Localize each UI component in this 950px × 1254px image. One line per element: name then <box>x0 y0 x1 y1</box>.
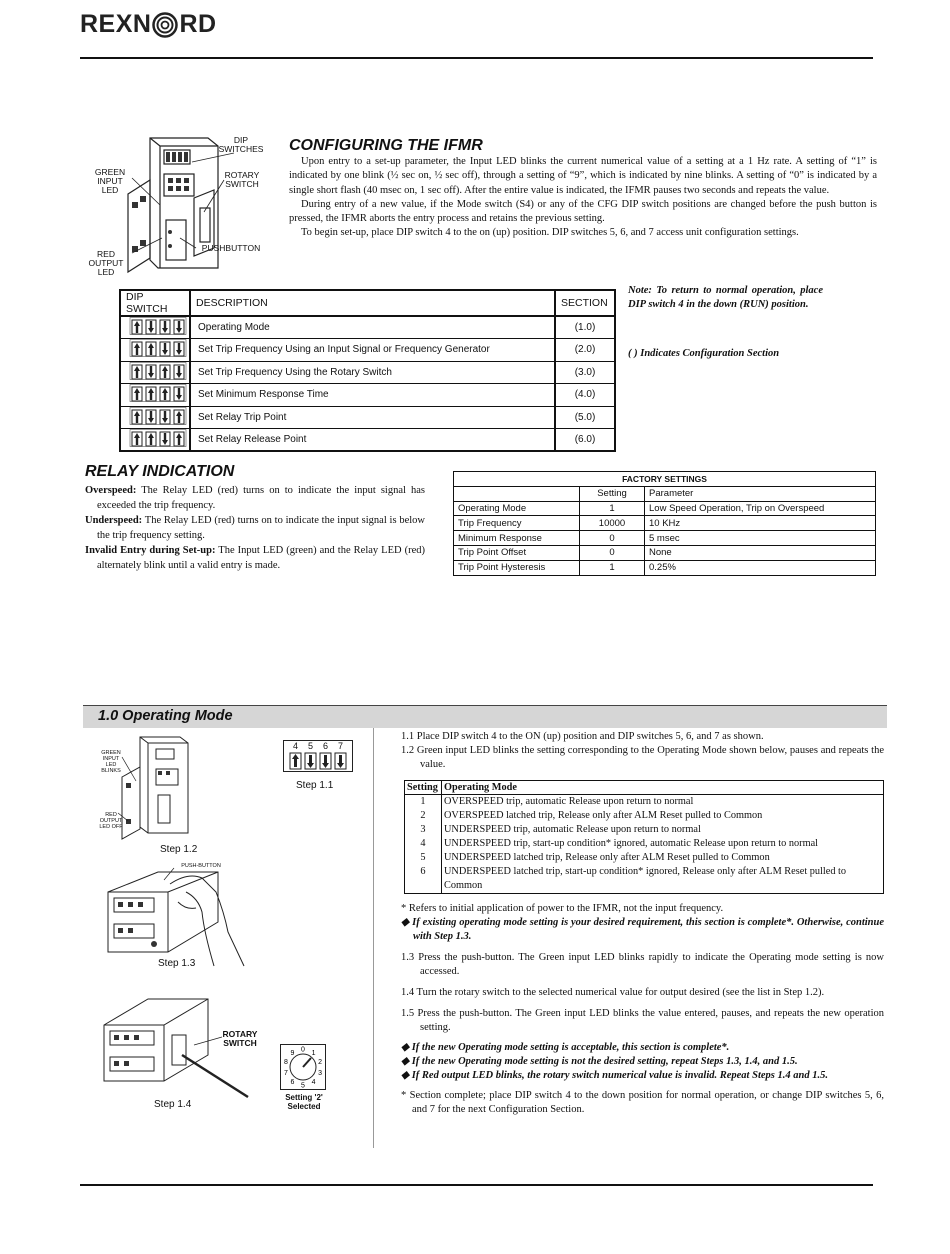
dip-number: 4 <box>292 741 298 751</box>
dip-pattern-cell <box>120 316 190 339</box>
relay-item: Invalid Entry during Set-up: The Input LED (green) and the Relay LED (red) alternately blink until a valid entry is made. <box>85 545 426 571</box>
dip-section: (2.0) <box>555 339 615 362</box>
factory-setting: 0 <box>580 545 645 560</box>
logo-text-right: RD <box>179 10 217 38</box>
relay-title: RELAY INDICATION <box>85 463 235 480</box>
bullet-2: ◆ If the new Operating mode setting is not the desired setting, repeat Steps 1.3, 1.4, and 1.5. <box>401 1056 798 1067</box>
dip-pattern-cell <box>120 429 190 452</box>
dip-row <box>120 361 615 384</box>
dip-description: Set Trip Frequency Using the Rotary Switch <box>190 361 555 384</box>
logo-rings-icon <box>152 12 178 38</box>
dip-section: (4.0) <box>555 384 615 407</box>
bottom-rule <box>80 1184 873 1186</box>
label-pushbutton: PUSHBUTTON <box>201 243 261 253</box>
column-divider <box>373 728 374 1148</box>
configuring-p1: Upon entry to a set-up parameter, the Input LED blinks the current numerical value of a setting at a 1 Hz rate. A setting of “1” is indicated by one blink (½ sec on, ½ sec off), through a setting of “9”, which is indicated by nine blinks. A setting of “0” is indicated by a single short flash (40 msec on, 1 sec off). After the entire value is indicated, the IFMR pauses two seconds and repeats the value. <box>289 156 877 196</box>
section1-right-column <box>401 730 884 772</box>
factory-row <box>454 545 876 560</box>
label-rotary-switch-small: ROTARY SWITCH <box>222 1029 258 1048</box>
dip-row <box>120 316 615 339</box>
factory-row <box>454 531 876 546</box>
operating-mode-table <box>404 780 884 894</box>
rotary-digit: 5 <box>301 1082 305 1089</box>
factory-name: Trip Point Offset <box>454 545 580 560</box>
bullet-3: ◆ If Red output LED blinks, the rotary switch numerical value is invalid. Repeat Steps 1.4 and 1.5. <box>401 1070 828 1081</box>
dip-description: Set Trip Frequency Using an Input Signal or Frequency Generator <box>190 339 555 362</box>
factory-parameter: None <box>645 545 876 560</box>
dip-pattern-icon <box>129 407 187 425</box>
step-1-3-text: 1.3 Press the push-button. The Green input LED blinks rapidly to indicate the Operating mode setting is now accessed. <box>401 952 884 977</box>
label-green-input-led: GREEN INPUT LED <box>94 167 126 195</box>
dip-section: (6.0) <box>574 434 596 445</box>
op-description: OVERSPEED trip, automatic Release upon return to normal <box>444 796 694 807</box>
relay-item: Underspeed: The Relay LED (red) turns on to indicate the input signal is below the trip frequency setting. <box>85 515 425 541</box>
rotary-digit: 0 <box>301 1046 305 1054</box>
dip-description: Set Relay Trip Point <box>190 406 555 429</box>
factory-name: Trip Frequency <box>454 516 580 531</box>
label-red-output-led: RED OUTPUT LED <box>88 249 124 277</box>
dip-number: 7 <box>337 741 343 751</box>
relay-item: Overspeed: The Relay LED (red) turns on to indicate the input signal has exceeded the trip frequency. <box>85 485 425 511</box>
op-setting: 4 <box>405 837 442 851</box>
op-setting: 3 <box>405 823 442 837</box>
dip-pattern-cell <box>120 384 190 407</box>
device-step-1-3-illustration <box>98 862 248 967</box>
op-mode-header: Operating Mode <box>442 781 884 795</box>
rotary-dial-box <box>280 1044 326 1090</box>
factory-parameter: 5 msec <box>645 531 876 546</box>
factory-title: FACTORY SETTINGS <box>454 472 876 487</box>
op-row <box>405 795 884 810</box>
dip-switch-step-1-1 <box>283 740 353 772</box>
label-green-led-blinks: GREEN INPUT LED BLINKS <box>101 750 121 774</box>
op-row <box>405 823 884 837</box>
footnote: * Refers to initial application of power to the IFMR, not the input frequency. <box>401 903 724 914</box>
dip-number: 5 <box>307 741 313 751</box>
dip-pattern-icon <box>129 317 187 335</box>
factory-row <box>454 501 876 516</box>
factory-setting: 1 <box>580 501 645 516</box>
dip-pattern-icon <box>129 429 187 447</box>
dip-pattern-icon <box>129 384 187 402</box>
dip-numbers <box>284 741 352 751</box>
op-row <box>405 809 884 823</box>
rotary-digit: 9 <box>290 1049 295 1057</box>
rotary-digit: 1 <box>311 1049 316 1057</box>
factory-setting: 1 <box>580 560 645 575</box>
dip-description: Operating Mode <box>190 316 555 339</box>
factory-setting: 10000 <box>580 516 645 531</box>
dip-row <box>120 429 615 452</box>
top-rule <box>80 57 873 59</box>
op-row <box>405 865 884 894</box>
step-1-5-text: 1.5 Press the push-button. The Green input LED blinks the value entered, pauses, and repeats the new operation setting. <box>401 1008 884 1033</box>
setting-header: Setting <box>580 486 645 501</box>
desc-col-header: DESCRIPTION <box>190 290 555 316</box>
factory-parameter: 0.25% <box>645 560 876 575</box>
rotary-digit: 4 <box>311 1079 316 1087</box>
label-dip-switches: DIP SWITCHES <box>218 135 264 154</box>
dip-pattern-icon <box>129 362 187 380</box>
factory-name: Minimum Response <box>454 531 580 546</box>
dip-section: (5.0) <box>555 406 615 429</box>
dip-col-header: DIP SWITCH <box>120 290 190 316</box>
note-return-normal: Note: To return to normal operation, place DIP switch 4 in the down (RUN) position. <box>628 285 823 310</box>
dip-switch-icon <box>284 751 352 771</box>
final-note: * Section complete; place DIP switch 4 to the down position for normal operation, or change DIP switches 5, 6, and 7 for the next Configuration Section. <box>401 1090 884 1115</box>
configuring-body <box>289 155 877 241</box>
label-red-led-off: RED OUTPUT LED OFF <box>99 812 123 830</box>
logo-text-left: REXN <box>80 10 152 38</box>
relay-body <box>85 483 425 573</box>
blank-header <box>454 486 580 501</box>
op-description: UNDERSPEED trip, automatic Release upon return to normal <box>444 824 701 835</box>
dip-pattern-cell <box>120 339 190 362</box>
op-setting: 1 <box>405 795 442 810</box>
rotary-digit: 6 <box>290 1079 295 1087</box>
op-description: UNDERSPEED trip, start-up condition* ignored, automatic Release upon return to normal <box>444 838 819 849</box>
label-push-button: PUSH-BUTTON <box>181 863 221 869</box>
factory-parameter: Low Speed Operation, Trip on Overspeed <box>645 501 876 516</box>
factory-row <box>454 516 876 531</box>
op-setting: 2 <box>405 809 442 823</box>
step-1-2-text: 1.2 Green input LED blinks the setting corresponding to the Operating Mode shown below, pauses and repeats the value. <box>401 745 884 770</box>
op-setting: 6 <box>405 865 442 894</box>
label-rotary-switch: ROTARY SWITCH <box>224 170 260 189</box>
op-setting: 5 <box>405 851 442 865</box>
dip-description: Set Minimum Response Time <box>190 384 555 407</box>
factory-name: Operating Mode <box>454 501 580 516</box>
op-description: UNDERSPEED latched trip, Release only after ALM Reset pulled to Common <box>444 852 770 863</box>
dip-number: 6 <box>322 741 328 751</box>
section-col-header: SECTION <box>555 290 615 316</box>
dip-pattern-cell <box>120 361 190 384</box>
step-1-2-label: Step 1.2 <box>160 844 198 855</box>
op-description: UNDERSPEED latched trip, start-up condition* ignored, Release only after ALM Reset pulled to Common <box>444 866 847 891</box>
step-1-4-text: 1.4 Turn the rotary switch to the selected numerical value for output desired (see the list in Step 1.2). <box>401 987 825 998</box>
step-1-1-text: 1.1 Place DIP switch 4 to the ON (up) position and DIP switches 5, 6, and 7 as shown. <box>401 731 764 742</box>
op-setting-header: Setting <box>405 781 442 795</box>
rotary-digit: 8 <box>283 1058 288 1066</box>
note-config-section: ( ) Indicates Configuration Section <box>628 348 780 359</box>
section1-right-column-lower <box>401 902 884 1117</box>
dip-description: Set Relay Release Point <box>190 429 555 452</box>
factory-name: Trip Point Hysteresis <box>454 560 580 575</box>
dip-section: (3.0) <box>555 361 615 384</box>
step-1-1-label: Step 1.1 <box>296 780 334 791</box>
dip-section: (1.0) <box>555 316 615 339</box>
op-row <box>405 837 884 851</box>
dip-row <box>120 384 615 407</box>
op-description: OVERSPEED latched trip, Release only after ALM Reset pulled to Common <box>444 810 763 821</box>
complete-note: ◆ If existing operating mode setting is your desired requirement, this section is complete*. Otherwise, continue with Step 1.3. <box>401 917 884 942</box>
step-1-4-label: Step 1.4 <box>154 1099 192 1110</box>
dip-row <box>120 406 615 429</box>
parameter-header: Parameter <box>645 486 876 501</box>
factory-setting: 0 <box>580 531 645 546</box>
op-row <box>405 851 884 865</box>
configuring-p2: During entry of a new value, if the Mode switch (S4) or any of the CFG DIP switch positions are changed before the push button is pressed, the IFMR aborts the entry process and retains the previous setting. <box>289 198 877 225</box>
dip-row <box>120 339 615 362</box>
dip-pattern-icon <box>129 339 187 357</box>
rexnord-logo <box>80 10 217 39</box>
dip-switch-table <box>119 289 616 452</box>
configuring-p3: To begin set-up, place DIP switch 4 to the on (up) position. DIP switches 5, 6, and 7 access unit configuration settings. <box>301 227 799 239</box>
bullet-1: ◆ If the new Operating mode setting is acceptable, this section is complete*. <box>401 1042 730 1053</box>
dip-pattern-cell <box>120 406 190 429</box>
rotary-digit: 3 <box>318 1070 323 1078</box>
step-1-3-label: Step 1.3 <box>158 958 196 969</box>
configuring-title: CONFIGURING THE IFMR <box>289 137 483 154</box>
factory-parameter: 10 KHz <box>645 516 876 531</box>
section-title: 1.0 Operating Mode <box>98 708 233 724</box>
factory-settings-table <box>453 471 876 576</box>
factory-row <box>454 560 876 575</box>
label-setting-selected: Setting '2' Selected <box>285 1093 323 1111</box>
rotary-digit: 2 <box>318 1058 323 1066</box>
section-band <box>83 705 887 728</box>
rotary-digit: 7 <box>283 1070 288 1078</box>
rotary-dial-icon <box>281 1045 325 1089</box>
